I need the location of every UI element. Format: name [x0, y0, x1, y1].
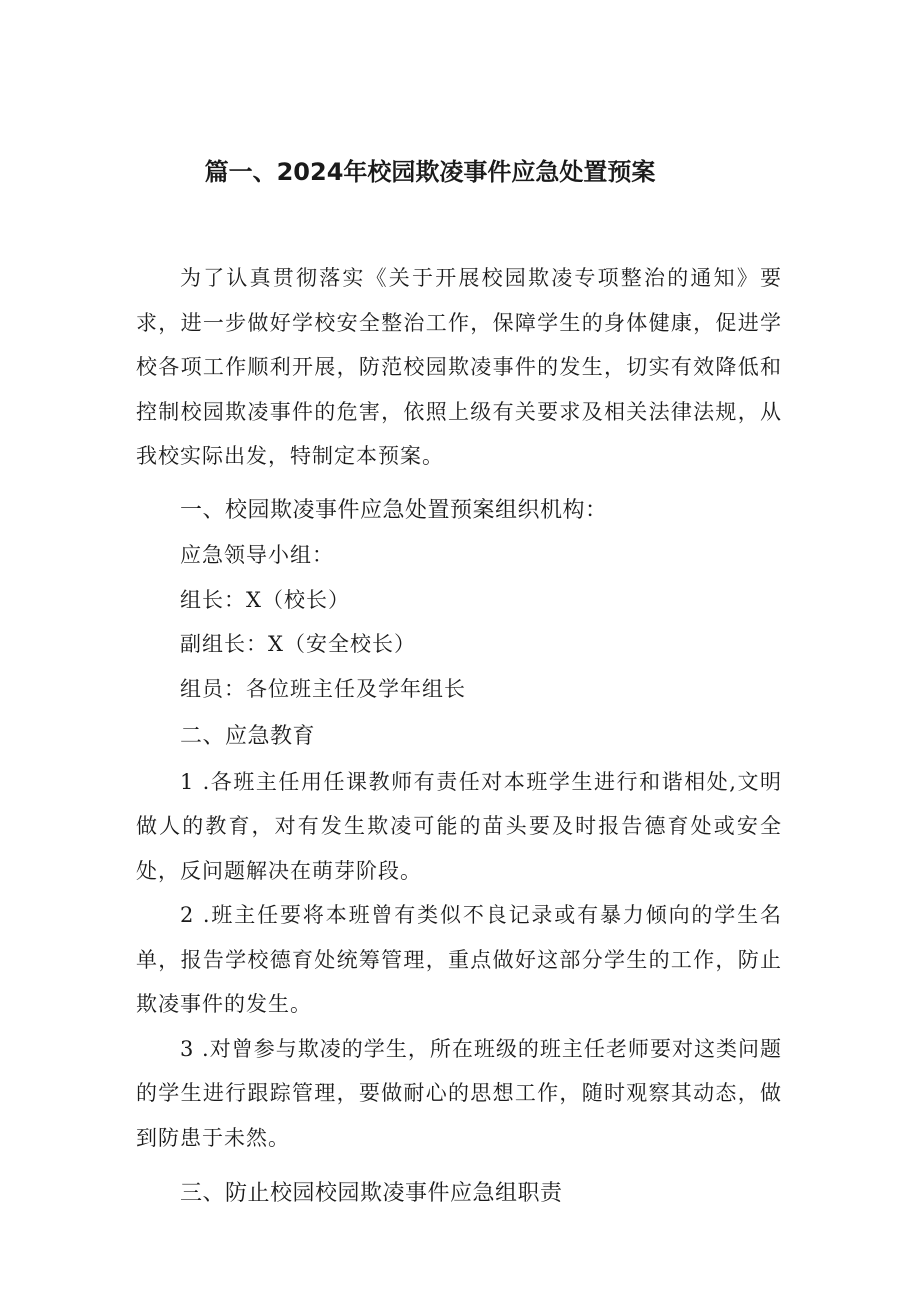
intro-paragraph: 为了认真贯彻落实《关于开展校园欺凌专项整治的通知》要求，进一步做好学校安全整治工作，保障学生的身体健康，促进学校各项工作顺利开展，防范校园欺凌事件的发生，切实有效降低和控制校园欺凌事件的危害，依照上级有关要求及相关法律法规，从我校实际出发，特制定本预案。	[136, 266, 782, 468]
education-item-3: 3 .对曾参与欺凌的学生，所在班级的班主任老师要对这类问题的学生进行跟踪管理，要做耐心的思想工作，随时观察其动态，做到防患于未然。	[136, 1036, 782, 1150]
section-3-heading: 三、防止校园校园欺凌事件应急组职责	[180, 1181, 563, 1206]
emergency-group-label: 应急领导小组：	[180, 543, 334, 567]
education-item-1: 1 .各班主任用任课教师有责任对本班学生进行和谐相处,文明做人的教育，对有发生欺凌可能的苗头要及时报告德育处或安全处，反问题解决在萌芽阶段。	[136, 769, 782, 883]
section-1-heading: 一、校园欺凌事件应急处置预案组织机构：	[180, 497, 608, 523]
document-title: 篇一、2024年校园欺凌事件应急处置预案	[204, 158, 656, 186]
education-item-2: 2 .班主任要将本班曾有类似不良记录或有暴力倾向的学生名单，报告学校德育处统筹管理，重点做好这部分学生的工作，防止欺凌事件的发生。	[136, 903, 782, 1016]
deputy-leader: 副组长：X（安全校长）	[180, 632, 416, 656]
document-body	[136, 256, 782, 1217]
section-2-heading: 二、应急教育	[180, 724, 316, 749]
group-members: 组员：各位班主任及学年组长	[180, 676, 466, 701]
group-leader: 组长：X（校长）	[180, 587, 350, 612]
